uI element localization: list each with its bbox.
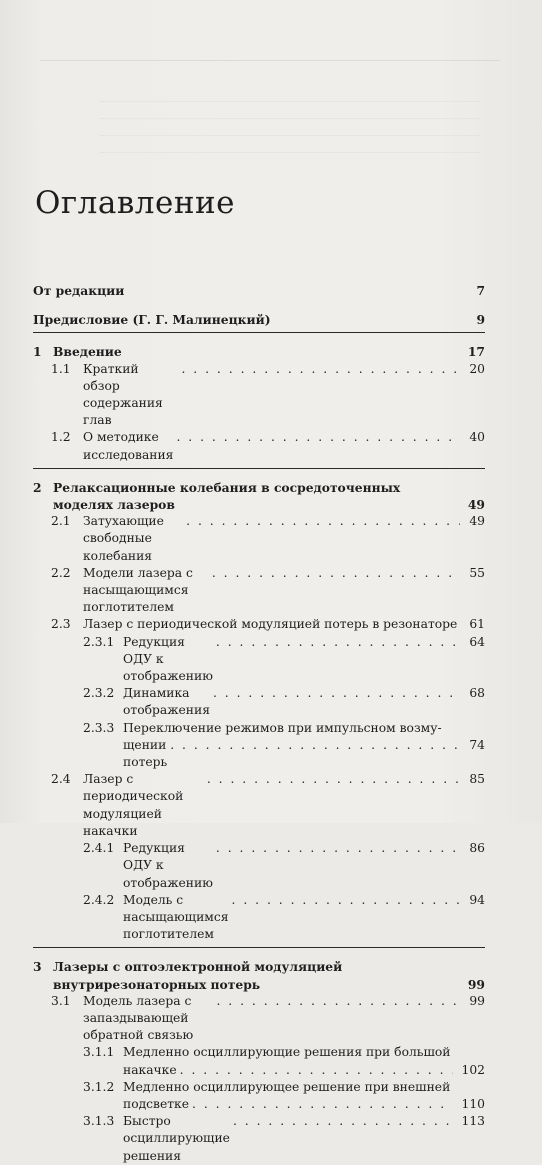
toc-entry-page: 110 <box>461 1096 485 1111</box>
toc-entry-page: 40 <box>469 430 485 445</box>
toc-entry[interactable] <box>33 1079 485 1096</box>
dot-leader <box>212 565 461 582</box>
toc-entry[interactable] <box>33 1044 485 1061</box>
toc-chapter-label: внутрирезонаторных потерь <box>53 976 261 992</box>
page-title: Оглавление <box>35 185 235 221</box>
toc-chapter-label: Введение <box>53 344 122 360</box>
toc-entry-label: Модель лазера с запаздывающей обратной связью <box>83 993 194 1043</box>
toc-entry-number: 3.1 <box>51 993 71 1008</box>
toc-entry-number: 1.2 <box>51 430 71 445</box>
table-of-contents <box>33 282 485 1165</box>
dot-leader <box>180 1062 453 1079</box>
toc-entry-label: Предисловие (Г. Г. Малинецкий) <box>33 312 271 328</box>
toc-entry[interactable] <box>33 282 485 299</box>
dot-leader <box>232 892 461 909</box>
dot-leader <box>213 685 460 702</box>
toc-entry-label: Динамика отображения <box>123 686 210 718</box>
toc-entry[interactable] <box>33 361 485 430</box>
toc-entry-number: 2.4.2 <box>83 892 115 907</box>
toc-entry[interactable] <box>33 892 485 944</box>
dot-leader <box>216 634 460 651</box>
toc-entry-number: 3.1.2 <box>83 1079 115 1094</box>
dot-leader <box>216 993 460 1010</box>
toc-chapter-heading[interactable] <box>33 479 485 496</box>
toc-entry-label: От редакции <box>33 283 125 298</box>
toc-entry[interactable] <box>33 720 485 737</box>
toc-entry-label: Краткий обзор содержания глав <box>83 361 163 428</box>
toc-chapter-label: Релаксационные колебания в сосредоточенных <box>53 479 401 495</box>
toc-entry-page: 7 <box>476 283 485 298</box>
toc-entry-number: 2.4.1 <box>83 841 115 856</box>
toc-entry[interactable] <box>33 311 485 328</box>
toc-entry-number: 2.2 <box>51 565 71 580</box>
toc-entry-number: 3.1.1 <box>83 1045 115 1060</box>
toc-chapter-number: 1 <box>33 344 42 360</box>
toc-chapter-heading-cont[interactable] <box>33 496 485 513</box>
toc-entry-label: Лазер с периодической модуляцией накачки <box>83 772 184 838</box>
toc-chapter-page: 99 <box>467 976 485 992</box>
toc-chapter-heading[interactable] <box>33 343 485 360</box>
toc-chapter-number: 3 <box>33 959 42 975</box>
toc-front-matter <box>33 282 485 333</box>
show-through-text <box>40 40 500 180</box>
toc-entry-number: 2.3.1 <box>83 634 115 649</box>
toc-entry-cont[interactable] <box>33 737 485 771</box>
toc-entry-label: Медленно осциллирующие решения при большой <box>123 1045 451 1060</box>
toc-chapter <box>33 479 485 948</box>
toc-entry-cont[interactable] <box>33 1096 485 1113</box>
toc-entry-label: накачке <box>123 1062 177 1077</box>
toc-entry-page: 102 <box>461 1062 485 1077</box>
toc-entry-label: Переключение режимов при импульсном возму- <box>123 720 442 735</box>
toc-entry[interactable] <box>33 993 485 1045</box>
toc-entry-page: 64 <box>469 634 485 649</box>
toc-entry-page: 74 <box>469 737 485 752</box>
toc-entry[interactable] <box>33 634 485 686</box>
toc-entry-page: 113 <box>461 1114 485 1129</box>
toc-entry-label: Редукция ОДУ к отображению <box>123 634 213 684</box>
toc-entry-page: 85 <box>469 772 485 787</box>
toc-entry-number: 2.1 <box>51 514 71 529</box>
dot-leader <box>181 361 460 378</box>
toc-entry-page: 99 <box>469 993 485 1008</box>
dot-leader <box>170 737 460 754</box>
toc-entry[interactable] <box>33 840 485 892</box>
toc-entry-label: Модели лазера с насыщающимся поглотителем <box>83 565 193 615</box>
toc-chapter-label: Лазеры с оптоэлектронной модуляцией <box>53 959 343 975</box>
toc-entry-label: Медленно осциллирующее решение при внешней <box>123 1079 451 1094</box>
toc-entry-page: 9 <box>476 312 485 328</box>
toc-chapter-heading[interactable] <box>33 958 485 975</box>
toc-entry-number: 2.3 <box>51 617 71 632</box>
dot-leader <box>233 1113 453 1130</box>
toc-entry-page: 61 <box>469 617 485 632</box>
toc-chapter <box>33 343 485 468</box>
dot-leader <box>192 1096 452 1113</box>
toc-entry[interactable] <box>33 616 485 633</box>
toc-entry-number: 2.3.3 <box>83 720 115 735</box>
dot-leader <box>207 771 461 788</box>
toc-chapter-page: 49 <box>467 497 485 513</box>
toc-entry-page: 49 <box>469 514 485 529</box>
toc-entry[interactable] <box>33 429 485 463</box>
toc-entry-number: 2.4 <box>51 772 71 787</box>
dot-leader <box>186 513 460 530</box>
dot-leader <box>216 840 460 857</box>
toc-entry-label: Редукция ОДУ к отображению <box>123 841 213 890</box>
toc-chapter-label: моделях лазеров <box>53 497 175 513</box>
toc-chapter <box>33 958 485 1164</box>
toc-entry-page: 55 <box>469 565 485 580</box>
toc-entry-page: 86 <box>469 841 485 856</box>
toc-entry[interactable] <box>33 771 485 840</box>
toc-entry-page: 94 <box>469 892 485 907</box>
toc-entry-label: О методике исследования <box>83 430 174 462</box>
toc-entry-label: Модель с насыщающимся поглотителем <box>123 892 229 942</box>
toc-entry-number: 1.1 <box>51 361 71 376</box>
toc-chapter-page: 17 <box>467 344 485 360</box>
toc-entry-label: Затухающие свободные колебания <box>83 514 164 563</box>
toc-entry-number: 3.1.3 <box>83 1114 115 1129</box>
toc-chapter-number: 2 <box>33 479 42 495</box>
dot-leader <box>176 429 460 446</box>
toc-entry[interactable] <box>33 513 485 565</box>
toc-entry-page: 68 <box>469 686 485 701</box>
toc-entry-label: щении потерь <box>123 737 168 770</box>
toc-entry-label: Лазер с периодической модуляцией потерь в резонаторе <box>83 617 458 632</box>
toc-entry[interactable] <box>33 685 485 719</box>
toc-entry-label: подсветке <box>123 1096 190 1111</box>
toc-entry-label: Быстро осциллирующие решения <box>123 1114 230 1163</box>
toc-entry-cont[interactable] <box>33 1062 485 1079</box>
toc-entry-page: 20 <box>469 361 485 376</box>
toc-entry-number: 2.3.2 <box>83 686 115 701</box>
toc-chapter-heading-cont[interactable] <box>33 976 485 993</box>
toc-entry[interactable] <box>33 1113 485 1165</box>
toc-entry[interactable] <box>33 565 485 617</box>
